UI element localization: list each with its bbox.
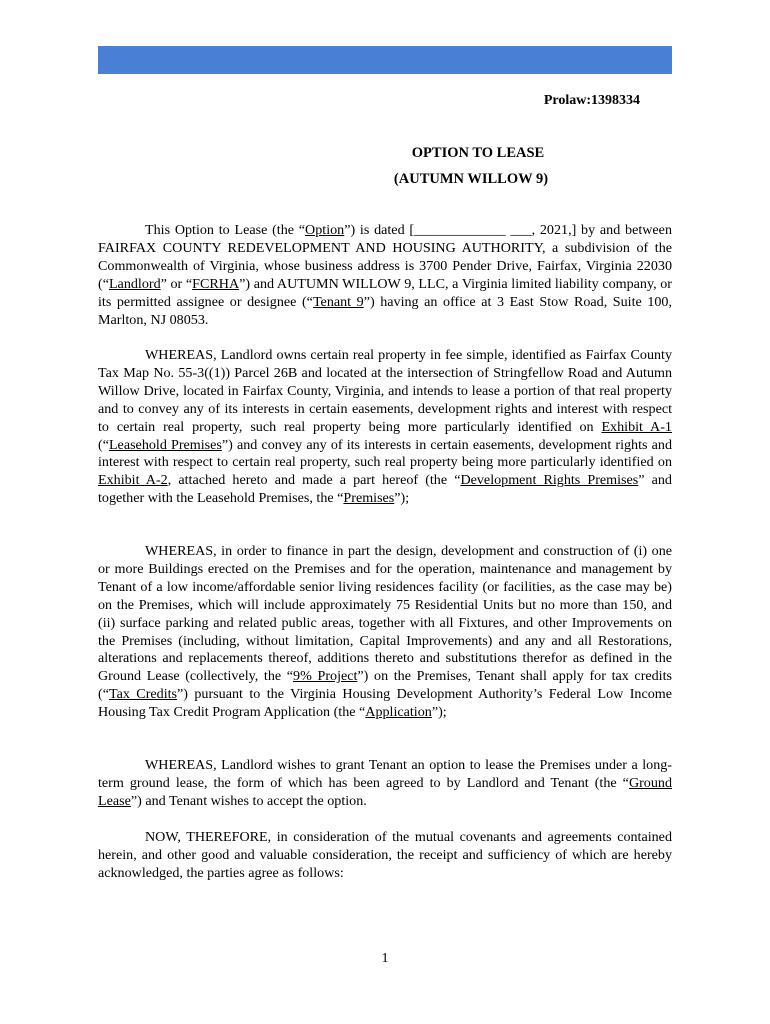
page-number: 1 [381,951,389,966]
defined-term: Option [305,222,345,238]
defined-term: FCRHA [192,275,240,292]
defined-term: Landlord [108,275,161,292]
defined-term: Tax Credits [108,686,178,703]
paragraph-parties: This Option to Lease (the “Option”) is dated [_____________ ___, 2021,] by and between FAIRFAX COUNTY REDEVELOPMENT AND HOUSING AUTHORITY, a subdivision of the Commonwealth of Virginia, whose business address is 3700 Pender Drive, Fairfax, Virginia 22030 (“Landlord” or “FCRHA”) and AUTUMN WILLOW 9, LLC, a Virginia limited liability company, or its permitted assignee or designee (“Tenant 9”) having an office at 3 East Stow Road, Suite 100, Marlton, NJ 08053. [98,222,673,328]
document-subtitle: (AUTUMN WILLOW 9) [393,171,549,187]
defined-term: Exhibit A-2 [98,472,168,489]
defined-term: 9% Project [293,668,358,685]
paragraph-now-therefore: NOW, THEREFORE, in consideration of the mutual covenants and agreements contained herein, and other good and valuable consideration, the receipt and sufficiency of which are hereby acknowledged, the parties agree as follows: [98,829,672,881]
defined-term: Application [365,704,432,721]
defined-term: Leasehold Premises [108,436,222,453]
document-reference: Prolaw:1398334 [543,93,640,108]
document-title: OPTION TO LEASE [411,145,545,161]
defined-term: Development Rights Premises [460,472,639,489]
paragraph-whereas-option: WHEREAS, Landlord wishes to grant Tenant an option to lease the Premises under a long-term ground lease, the form of which has been agreed to by Landlord and Tenant (the “Ground Lease”) and Tenant wishes to accept the option. [98,757,672,809]
paragraph-whereas-property: WHEREAS, Landlord owns certain real property in fee simple, identified as Fairfax County Tax Map No. 55-3((1)) Parcel 26B and located at the intersection of Stringfellow Road and Autumn Willow Drive, located in Fairfax County, Virginia, and intends to lease a portion of that real property and to convey any of its interests in certain easements, development rights and interest with respect to certain real property, such real property being more particularly identified on Exhibit A-1 (“Leasehold Premises”) and convey any of its interests in certain easements, development rights and interest with respect to certain real property, such real property being more particularly identified on Exhibit A-2, attached hereto and made a part hereof (the “Development Rights Premises” and together with the Leasehold Premises, the “Premises”); [98,347,672,507]
header-bar [98,46,672,74]
paragraph-whereas-finance: WHEREAS, in order to finance in part the design, development and construction of (i) one or more Buildings erected on the Premises and for the operation, maintenance and management by Tenant of a low income/affordable senior living residences facility (or facilities, as the case may be) on the Premises, which will include approximately 75 Residential Units but no more than 150, and (ii) surface parking and related public areas, together with all Fixtures, and other Improvements on the Premises (including, without limitation, Capital Improvements) and any and all Restorations, alterations and replacements thereof, additions thereto and substitutions therefor as defined in the Ground Lease (collectively, the “9% Project”) on the Premises, Tenant shall apply for tax credits (“Tax Credits”) pursuant to the Virginia Housing Development Authority’s Federal Low Income Housing Tax Credit Program Application (the “Application”); [98,543,673,721]
defined-term: Tenant 9 [312,293,364,310]
defined-term: Ground Lease [98,774,672,809]
defined-term: Exhibit A-1 [601,418,672,435]
defined-term: Premises [343,490,395,507]
